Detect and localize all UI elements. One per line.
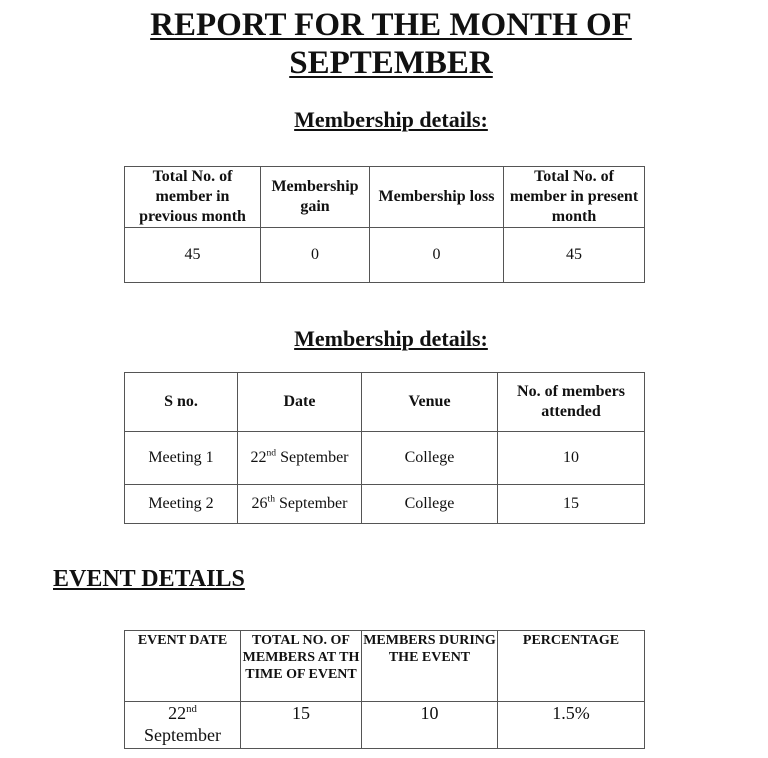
meetings-details-heading: Membership details:: [294, 326, 488, 351]
membership-table: [124, 166, 645, 283]
cell-previous-month: 45: [125, 228, 261, 283]
date-day: 26: [251, 495, 268, 512]
event-table: [124, 630, 645, 749]
cell-membership-loss: 0: [370, 228, 504, 283]
report-title-line-1: REPORT FOR THE MONTH OF: [150, 7, 632, 43]
header-membership-gain: Membership gain: [261, 167, 370, 228]
cell-event-date: [125, 702, 241, 749]
cell-percentage: 1.5%: [498, 702, 645, 749]
cell-date: [238, 485, 362, 524]
cell-membership-gain: 0: [261, 228, 370, 283]
table-row: [125, 432, 645, 485]
date-month: September: [275, 495, 348, 512]
header-venue: Venue: [362, 373, 498, 432]
cell-present-month: 45: [504, 228, 645, 283]
header-members-attended: No. of members attended: [498, 373, 645, 432]
membership-details-heading: Membership details:: [294, 107, 488, 132]
cell-venue: College: [362, 432, 498, 485]
header-sno: S no.: [125, 373, 238, 432]
header-members-during: MEMBERS DURING THE EVENT: [362, 631, 498, 702]
date-day: 22: [250, 449, 267, 466]
report-title-line-2: SEPTEMBER: [289, 45, 493, 81]
date-month: September: [144, 725, 221, 745]
date-day: 22: [168, 703, 187, 723]
cell-total-members: 15: [241, 702, 362, 749]
event-details-heading: EVENT DETAILS: [53, 566, 245, 592]
cell-attended: 15: [498, 485, 645, 524]
date-suffix: nd: [266, 447, 277, 459]
event-table-header-row: [125, 631, 645, 702]
date-suffix: nd: [186, 703, 197, 715]
table-row: [125, 228, 645, 283]
header-percentage: PERCENTAGE: [498, 631, 645, 702]
date-month: September: [276, 449, 349, 466]
cell-venue: College: [362, 485, 498, 524]
cell-members-during: 10: [362, 702, 498, 749]
meetings-table: [124, 372, 645, 524]
table-row: [125, 702, 645, 749]
header-event-date: EVENT DATE: [125, 631, 241, 702]
header-date: Date: [238, 373, 362, 432]
table-row: [125, 485, 645, 524]
cell-date: [238, 432, 362, 485]
header-present-month: Total No. of member in present month: [504, 167, 645, 228]
membership-table-header-row: [125, 167, 645, 228]
cell-sno: Meeting 1: [125, 432, 238, 485]
header-membership-loss: Membership loss: [370, 167, 504, 228]
cell-sno: Meeting 2: [125, 485, 238, 524]
cell-attended: 10: [498, 432, 645, 485]
header-total-members: TOTAL NO. OF MEMBERS AT TH TIME OF EVENT: [241, 631, 362, 702]
header-previous-month: Total No. of member in previous month: [125, 167, 261, 228]
meetings-table-header-row: [125, 373, 645, 432]
report-title: [0, 6, 768, 82]
date-suffix: th: [267, 493, 276, 505]
